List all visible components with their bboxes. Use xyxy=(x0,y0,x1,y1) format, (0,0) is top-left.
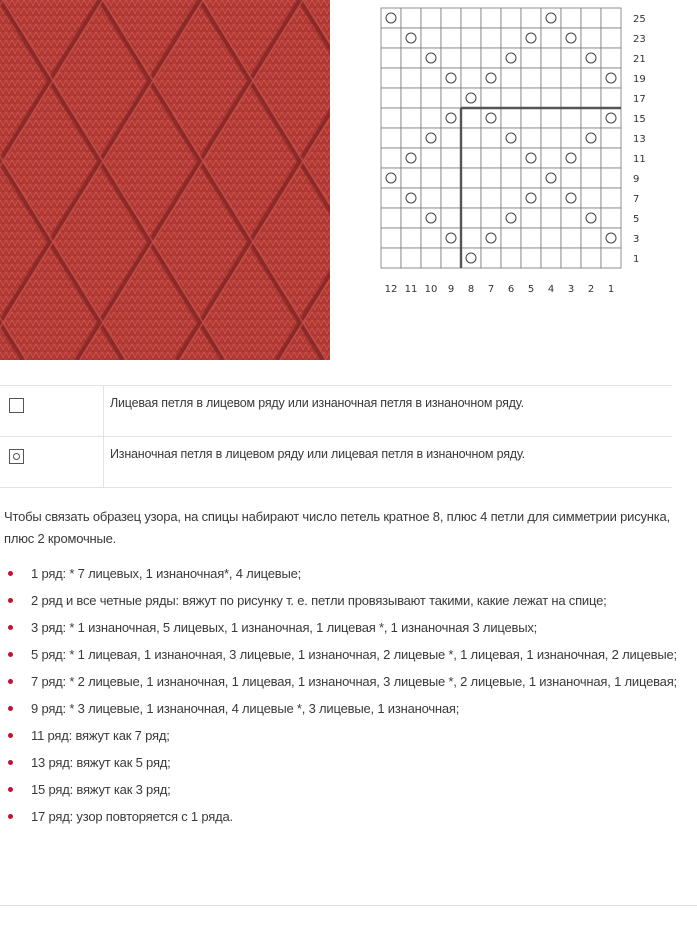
column-number-label: 9 xyxy=(447,284,455,295)
bullet-icon xyxy=(8,814,13,819)
chart-cell xyxy=(481,208,501,228)
column-number-label: 1 xyxy=(607,284,615,295)
knitted-fabric-icon xyxy=(0,0,330,360)
step-text: 15 ряд: вяжут как 3 ряд; xyxy=(31,782,171,797)
chart-cell xyxy=(561,228,581,248)
chart-cell xyxy=(601,148,621,168)
list-item xyxy=(0,590,690,612)
chart-cell xyxy=(401,28,421,48)
chart-cell xyxy=(401,168,421,188)
column-number-label: 8 xyxy=(467,284,475,295)
row-number-label: 11 xyxy=(633,154,646,165)
chart-cell xyxy=(521,8,541,28)
chart-cell xyxy=(541,208,561,228)
step-text: 1 ряд: * 7 лицевых, 1 изнаночная*, 4 лицевые; xyxy=(31,566,302,581)
legend-table xyxy=(0,385,672,488)
chart-cell xyxy=(541,28,561,48)
legend-text: Лицевая петля в лицевом ряду или изнаночная петля в изнаночном ряду. xyxy=(110,396,524,410)
chart-cell xyxy=(461,8,481,28)
legend-symbol-cell xyxy=(0,386,104,436)
chart-cell xyxy=(421,228,441,248)
chart-cell xyxy=(601,68,621,88)
chart-cell xyxy=(501,48,521,68)
chart-cell xyxy=(441,188,461,208)
chart-cell xyxy=(421,248,441,268)
list-item xyxy=(0,779,690,801)
bullet-icon xyxy=(8,787,13,792)
column-number-label: 2 xyxy=(587,284,595,295)
chart-cell xyxy=(501,88,521,108)
chart-cell xyxy=(501,168,521,188)
chart-cell xyxy=(441,8,461,28)
chart-cell xyxy=(541,228,561,248)
chart-cell xyxy=(501,108,521,128)
chart-cell xyxy=(401,248,421,268)
chart-cell xyxy=(421,108,441,128)
chart-cell xyxy=(461,128,481,148)
chart-cell xyxy=(601,228,621,248)
chart-cell xyxy=(461,228,481,248)
chart-cell xyxy=(541,8,561,28)
chart-cell xyxy=(581,248,601,268)
chart-cell xyxy=(561,128,581,148)
row-number-label: 5 xyxy=(633,214,640,225)
list-item xyxy=(0,617,690,639)
row-number-label: 15 xyxy=(633,114,646,125)
chart-cell xyxy=(461,108,481,128)
chart-cell xyxy=(421,188,441,208)
chart-cell xyxy=(521,108,541,128)
instructions-list xyxy=(0,563,690,833)
chart-cell xyxy=(381,148,401,168)
chart-cell xyxy=(481,128,501,148)
row-number-label: 7 xyxy=(633,194,640,205)
chart-cell xyxy=(481,48,501,68)
step-text: 11 ряд: вяжут как 7 ряд; xyxy=(31,728,170,743)
list-item xyxy=(0,752,690,774)
chart-cell xyxy=(481,68,501,88)
chart-cell xyxy=(521,128,541,148)
chart-cell xyxy=(561,248,581,268)
chart-cell xyxy=(581,48,601,68)
chart-cell xyxy=(421,28,441,48)
chart-cell xyxy=(581,28,601,48)
row-number-label: 23 xyxy=(633,34,646,45)
chart-cell xyxy=(541,48,561,68)
column-number-label: 5 xyxy=(527,284,535,295)
chart-cell xyxy=(441,48,461,68)
chart-cell xyxy=(441,208,461,228)
legend-row-purl xyxy=(0,437,672,488)
chart-cell xyxy=(421,48,441,68)
chart-cell xyxy=(441,228,461,248)
chart-cell xyxy=(441,108,461,128)
step-text: 17 ряд: узор повторяется с 1 ряда. xyxy=(31,809,233,824)
chart-cell xyxy=(581,128,601,148)
chart-cell xyxy=(561,188,581,208)
chart-cell xyxy=(381,28,401,48)
chart-cell xyxy=(401,188,421,208)
chart-cell xyxy=(461,168,481,188)
chart-cell xyxy=(521,168,541,188)
bullet-icon xyxy=(8,679,13,684)
bullet-icon xyxy=(8,652,13,657)
chart-cell xyxy=(401,8,421,28)
chart-cell xyxy=(581,148,601,168)
bullet-icon xyxy=(8,760,13,765)
chart-cell xyxy=(421,208,441,228)
chart-cell xyxy=(461,88,481,108)
chart-cell xyxy=(541,168,561,188)
chart-cell xyxy=(461,48,481,68)
chart-cell xyxy=(561,8,581,28)
chart-cell xyxy=(601,188,621,208)
column-number-label: 10 xyxy=(424,284,438,295)
list-item xyxy=(0,671,690,693)
row-number-label: 19 xyxy=(633,74,646,85)
chart-cell xyxy=(381,168,401,188)
chart-cell xyxy=(561,88,581,108)
chart-cell xyxy=(441,68,461,88)
chart-cell xyxy=(381,228,401,248)
chart-cell xyxy=(401,48,421,68)
column-number-label: 4 xyxy=(547,284,555,295)
bullet-icon xyxy=(8,571,13,576)
legend-symbol-cell xyxy=(0,437,104,487)
bullet-icon xyxy=(8,733,13,738)
knitted-fabric-photo xyxy=(0,0,330,360)
column-number-label: 7 xyxy=(487,284,495,295)
chart-cell xyxy=(581,168,601,188)
chart-cell xyxy=(581,188,601,208)
chart-cell xyxy=(401,148,421,168)
column-number-label: 12 xyxy=(384,284,398,295)
chart-cell xyxy=(601,88,621,108)
chart-cell xyxy=(481,148,501,168)
circle-square-icon xyxy=(9,449,24,464)
bullet-icon xyxy=(8,706,13,711)
row-number-label: 17 xyxy=(633,94,646,105)
chart-cell xyxy=(401,228,421,248)
chart-cell xyxy=(421,128,441,148)
row-number-label: 13 xyxy=(633,134,646,145)
bullet-icon xyxy=(8,625,13,630)
chart-cell xyxy=(601,248,621,268)
chart-cell xyxy=(561,208,581,228)
step-text: 9 ряд: * 3 лицевые, 1 изнаночная, 4 лицевые *, 3 лицевые, 1 изнаночная; xyxy=(31,701,460,716)
legend-text: Изнаночная петля в лицевом ряду или лицевая петля в изнаночном ряду. xyxy=(110,447,525,461)
chart-cell xyxy=(501,68,521,88)
divider xyxy=(0,905,697,906)
chart-cell xyxy=(541,248,561,268)
chart-cell xyxy=(381,108,401,128)
chart-cell xyxy=(481,188,501,208)
row-number-label: 1 xyxy=(633,254,640,265)
chart-cell xyxy=(581,68,601,88)
chart-cell xyxy=(521,188,541,208)
chart-cell xyxy=(541,108,561,128)
chart-cell xyxy=(521,148,541,168)
row-number-label: 21 xyxy=(633,54,646,65)
chart-cell xyxy=(401,88,421,108)
chart-cell xyxy=(521,28,541,48)
chart-cell xyxy=(601,128,621,148)
chart-cell xyxy=(501,8,521,28)
chart-cell xyxy=(481,108,501,128)
chart-cell xyxy=(501,28,521,48)
step-text: 3 ряд: * 1 изнаночная, 5 лицевых, 1 изнаночная, 1 лицевая *, 1 изнаночная 3 лицевых; xyxy=(31,620,538,635)
chart-cell xyxy=(421,148,441,168)
bullet-icon xyxy=(8,598,13,603)
chart-cell xyxy=(381,128,401,148)
chart-cell xyxy=(461,68,481,88)
chart-cell xyxy=(441,148,461,168)
row-number-label: 25 xyxy=(633,14,646,25)
chart-cell xyxy=(401,68,421,88)
chart-cell xyxy=(601,168,621,188)
chart-cell xyxy=(461,28,481,48)
chart-cell xyxy=(381,48,401,68)
chart-cell xyxy=(401,108,421,128)
chart-cell xyxy=(481,168,501,188)
chart-cell xyxy=(501,228,521,248)
column-number-label: 11 xyxy=(404,284,418,295)
chart-cell xyxy=(421,88,441,108)
chart-cell xyxy=(441,128,461,148)
step-text: 13 ряд: вяжут как 5 ряд; xyxy=(31,755,171,770)
chart-cell xyxy=(381,188,401,208)
chart-cell xyxy=(541,128,561,148)
step-text: 7 ряд: * 2 лицевые, 1 изнаночная, 1 лицевая, 1 изнаночная, 3 лицевые *, 2 лицевые, 1 изнаночная, 1 лицевая; xyxy=(31,674,677,689)
chart-cell xyxy=(521,48,541,68)
chart-cell xyxy=(481,228,501,248)
chart-cell xyxy=(521,88,541,108)
chart-cell xyxy=(461,248,481,268)
chart-cell xyxy=(381,68,401,88)
chart-cell xyxy=(561,48,581,68)
chart-cell xyxy=(601,8,621,28)
chart-cell xyxy=(521,68,541,88)
chart-cell xyxy=(421,168,441,188)
chart-cell xyxy=(481,28,501,48)
row-number-label: 9 xyxy=(633,174,640,185)
row-number-label: 3 xyxy=(633,234,640,245)
chart-cell xyxy=(601,28,621,48)
step-text: 5 ряд: * 1 лицевая, 1 изнаночная, 3 лицевые, 1 изнаночная, 2 лицевые *, 1 лицевая, 1 изнаночная, 2 лицевые; xyxy=(31,647,677,662)
chart-cell xyxy=(561,68,581,88)
chart-cell xyxy=(501,188,521,208)
chart-cell xyxy=(581,88,601,108)
chart-cell xyxy=(561,148,581,168)
chart-cell xyxy=(601,208,621,228)
chart-cell xyxy=(561,28,581,48)
chart-cell xyxy=(381,248,401,268)
chart-cell xyxy=(561,108,581,128)
chart-cell xyxy=(441,88,461,108)
chart-cell xyxy=(381,208,401,228)
legend-row-knit xyxy=(0,386,672,437)
chart-cell xyxy=(401,208,421,228)
column-number-label: 6 xyxy=(507,284,515,295)
list-item xyxy=(0,806,690,828)
column-number-label: 3 xyxy=(567,284,575,295)
step-text: 2 ряд и все четные ряды: вяжут по рисунку т. е. петли провязывают такими, какие лежат на спице; xyxy=(31,593,607,608)
chart-cell xyxy=(581,8,601,28)
chart-cell xyxy=(421,68,441,88)
chart-cell xyxy=(381,8,401,28)
chart-cell xyxy=(381,88,401,108)
list-item xyxy=(0,563,690,585)
chart-cell xyxy=(501,208,521,228)
chart-cell xyxy=(561,168,581,188)
chart-cell xyxy=(501,128,521,148)
chart-cell xyxy=(481,248,501,268)
chart-cell xyxy=(501,248,521,268)
list-item xyxy=(0,725,690,747)
chart-cell xyxy=(421,8,441,28)
chart-cell xyxy=(461,208,481,228)
empty-square-icon xyxy=(9,398,24,413)
chart-cell xyxy=(541,148,561,168)
list-item xyxy=(0,698,690,720)
chart-cell xyxy=(601,48,621,68)
chart-cell xyxy=(481,8,501,28)
chart-cell xyxy=(441,168,461,188)
chart-cell xyxy=(541,88,561,108)
chart-cell xyxy=(461,188,481,208)
chart-grid xyxy=(370,0,697,300)
chart-cell xyxy=(401,128,421,148)
chart-cell xyxy=(461,148,481,168)
chart-cell xyxy=(581,228,601,248)
chart-cell xyxy=(541,68,561,88)
chart-cell xyxy=(521,208,541,228)
chart-cell xyxy=(581,208,601,228)
chart-cell xyxy=(441,28,461,48)
chart-cell xyxy=(581,108,601,128)
chart-cell xyxy=(441,248,461,268)
chart-cell xyxy=(501,148,521,168)
intro-paragraph: Чтобы связать образец узора, на спицы набирают число петель кратное 8, плюс 4 петли для симметрии рисунка, плюс 2 кромочные. xyxy=(4,509,670,546)
chart-cell xyxy=(481,88,501,108)
chart-cell xyxy=(521,228,541,248)
list-item xyxy=(0,644,690,666)
chart-cell xyxy=(541,188,561,208)
chart-cell xyxy=(521,248,541,268)
chart-cell xyxy=(601,108,621,128)
knitting-chart xyxy=(370,0,697,300)
